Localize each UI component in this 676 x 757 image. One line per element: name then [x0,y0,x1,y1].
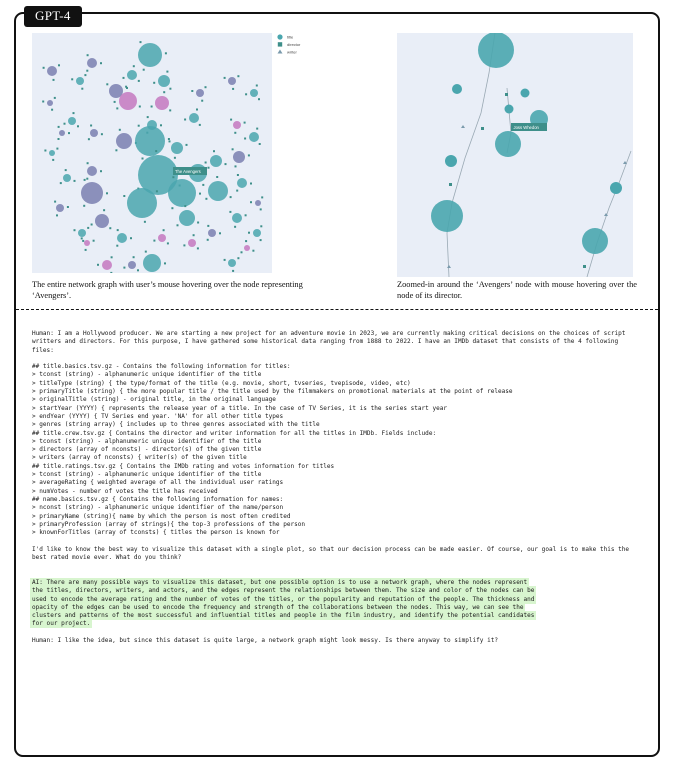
legend-title-marker [277,34,282,39]
legend-director-label: director [287,42,301,47]
dataset-line: > numVotes - number of votes the title has received [32,487,218,495]
director-node [186,144,188,146]
director-node [205,198,207,200]
title-node [582,228,608,254]
director-node [258,98,260,100]
writer-node [196,89,204,97]
director-node [583,265,586,268]
title-node [127,188,157,218]
director-node [116,107,118,109]
title-node [138,43,162,67]
writer-node [87,166,97,176]
director-node [171,207,173,209]
director-node [90,125,92,127]
title-node-highlighted [84,240,90,246]
director-node [163,229,165,231]
title-node [143,254,161,272]
director-node [114,101,116,103]
writer-node [116,133,132,149]
human-intro: Human: I am a Hollywood producer. We are starting a new project for an adventure movie in 2023, we are currently making critical decisions on the choices of script writters and directors. For this purpose, I have gathered some historical data ranging from 1888 to 2022. I have an IMDb dataset that consists of the 4 following files: [32,330,630,354]
title-node [68,117,76,125]
director-node [87,162,89,164]
title-node [237,178,247,188]
director-node [73,112,75,114]
writer-node [47,100,53,106]
hover-tooltip-label: The Avengers [175,168,201,174]
graph-legend [276,33,316,57]
writer-node [56,204,64,212]
director-node [67,206,69,208]
director-node [52,159,54,161]
director-node [205,86,207,88]
director-node [51,109,53,111]
director-node [224,77,226,79]
director-node [256,128,258,130]
director-node [199,193,201,195]
writer-node [59,130,65,136]
director-node [106,192,108,194]
model-tag: GPT-4 [24,6,82,27]
figure-right-caption: Zoomed-in around the ‘Avengers’ node with mouse hovering over the node of its director. [397,280,637,300]
director-node [205,162,207,164]
director-node [144,221,146,223]
director-node [138,80,140,82]
director-node [191,90,193,92]
director-node [123,267,125,269]
director-node [505,93,508,96]
title-node [521,89,530,98]
dataset-description [32,363,642,537]
director-node [199,124,201,126]
director-node [143,69,145,71]
conversation [32,330,642,645]
director-node [245,93,247,95]
director-node [97,264,99,266]
dataset-line: ## title.ratings.tsv.gz { Contains the IMDb rating and votes information for titles [32,462,335,470]
director-node [85,249,87,251]
director-node [165,52,167,54]
dataset-line: > originalTitle (string) - original title, in the original language [32,396,276,404]
director-node [140,41,142,43]
dataset-line: > tconst (string) - alphanumeric unique identifier of the title [32,371,262,379]
director-node [84,74,86,76]
director-node [103,209,105,211]
director-node [250,183,252,185]
dataset-line: > knownForTitles (array of tconsts) { titles the person is known for [32,529,280,537]
dataset-line: > startYear (YYYY) { represents the release year of a title. In the case of TV Series, it is the series start year [32,404,448,412]
title-node [478,33,514,68]
director-node [196,109,198,111]
director-node [234,132,236,134]
director-node [54,97,56,99]
director-node [56,148,58,150]
network-graph-svg [32,33,272,273]
legend-director-marker [278,42,282,46]
writer-node [461,125,465,128]
director-node [117,229,119,231]
director-node [174,157,176,159]
dataset-line: > endYear (YYYY) { TV Series end year. 'NA' for all other title types [32,412,284,420]
title-node-highlighted [233,121,241,129]
director-node [261,196,263,198]
title-node-highlighted [102,260,112,270]
dataset-line: ## name.basics.tsv.gz { Contains the following information for names: [32,495,284,503]
director-node [88,138,90,140]
director-node [133,65,135,67]
director-node [202,184,204,186]
director-node [58,138,60,140]
figure-left-caption: The entire network graph with user’s mouse hovering over the node representing ‘Avengers’. [32,280,303,300]
writer-node [90,129,98,137]
writer-node [208,229,216,237]
dataset-line: > directors (array of nconsts) - director(s) of the given title [32,446,262,454]
dataset-line: > primaryName (string){ name by which the person is most often credited [32,512,291,520]
director-node [260,225,262,227]
hover-tooltip-label: Joss Whedon [513,124,539,130]
director-node [111,256,113,258]
director-node [169,140,171,142]
director-node [81,237,83,239]
director-node [42,101,44,103]
director-node [91,224,93,226]
title-node [76,77,84,85]
director-node [208,167,210,169]
director-node [244,122,246,124]
director-node [213,150,215,152]
writer-node [255,200,261,206]
director-node [106,83,108,85]
director-node [147,116,149,118]
director-node [58,64,60,66]
director-node [235,165,237,167]
director-node [168,138,170,140]
director-node [183,244,185,246]
director-node [110,272,112,273]
director-node [145,251,147,253]
title-node [232,213,242,223]
title-node-highlighted [188,239,196,247]
human-followup: Human: I like the idea, but since this dataset is quite large, a network graph might look messy. Is there anyway to simplify it? [32,636,498,644]
director-node [126,87,128,89]
director-node [100,170,102,172]
director-node [77,125,79,127]
director-node [245,214,247,216]
title-node [249,132,259,142]
director-node [87,227,89,229]
director-node [197,247,199,249]
graph-nodes [42,41,263,273]
director-node [86,70,88,72]
title-node [610,182,622,194]
title-node [505,105,514,114]
director-node [74,180,76,182]
title-node [78,229,86,237]
director-node [71,78,73,80]
director-node [142,158,144,160]
director-node [232,270,234,272]
director-node [260,208,262,210]
director-node [100,62,102,64]
writer-node [233,151,245,163]
director-node [197,222,199,224]
zoomed-graph-svg [397,33,633,277]
writer-node [81,182,103,204]
director-node [169,109,171,111]
network-graph-zoomed [397,33,633,277]
director-node [163,91,165,93]
writer-node [47,66,57,76]
director-node [53,79,55,81]
title-node [208,181,228,201]
dataset-line: ## title.crew.tsv.gz { Contains the director and writer information for all the titles in IMDb. Fields include: [32,429,437,437]
director-node [201,100,203,102]
director-node [237,257,239,259]
director-node [160,124,162,126]
director-node [44,150,46,152]
director-node [60,182,62,184]
dataset-line: > tconst (string) - alphanumeric unique identifier of the title [32,437,262,445]
ai-response-line: AI: There are many possible ways to visualize this dataset, but one possible option is to use a network graph, where the nodes represent [32,578,528,586]
title-node [117,233,127,243]
title-node [431,200,463,232]
director-node [449,183,452,186]
director-node [81,88,83,90]
director-node [207,225,209,227]
legend-title-label: title [287,34,294,40]
director-node [155,150,157,152]
director-node [82,240,84,242]
director-node [68,132,70,134]
legend-writer-marker [278,50,283,54]
director-node [123,195,125,197]
title-node [63,174,71,182]
director-node [56,214,58,216]
director-node [153,240,155,242]
director-node [137,269,139,271]
director-node [244,138,246,140]
director-node [259,143,261,145]
title-node [179,210,195,226]
writer-node [447,265,451,268]
director-node [248,232,250,234]
dataset-line: > averageRating { weighted average of all the individual user ratings [32,479,284,487]
director-node [84,179,86,181]
director-node [184,205,186,207]
director-node [248,154,250,156]
director-node [229,211,231,213]
title-node [210,155,222,167]
network-graph-full [32,33,272,273]
title-node [228,259,236,267]
writer-node [228,77,236,85]
director-node [219,232,221,234]
title-node [171,142,183,154]
director-node [93,240,95,242]
title-node-highlighted [119,92,137,110]
director-node [65,169,67,171]
director-node [172,176,174,178]
director-node [236,190,238,192]
ai-response-line: used to encode the average rating and the number of votes of the titles, or the popularity and reputation of the people. The thickness and [32,595,535,603]
dataset-line: > writers (array of nconsts) { writer(s) of the given title [32,454,247,462]
title-node [168,179,196,207]
ai-response [32,579,642,629]
director-node [207,239,209,241]
director-node [225,163,227,165]
director-node [237,174,239,176]
writer-node [95,214,109,228]
dataset-line: > primaryProfession (array of strings){ the top-3 professions of the person [32,520,306,528]
title-node-highlighted [158,234,166,242]
director-node [230,119,232,121]
director-node [241,251,243,253]
director-node [109,227,111,229]
director-node [252,250,254,252]
dataset-line: > titleType (string) { the type/format of the title (e.g. movie, short, tvseries, tvepisode, video, etc) [32,379,411,387]
director-node [232,148,234,150]
title-node [127,70,137,80]
director-node [177,224,179,226]
director-node [256,85,258,87]
title-node [135,126,165,156]
director-node [43,67,45,69]
director-node [167,242,169,244]
director-node [151,106,153,108]
dataset-line: ## title.basics.tsv.gz - Contains the following information for titles: [32,363,291,371]
director-node [230,196,232,198]
title-node [253,229,261,237]
director-node [58,126,60,128]
director-node [64,123,66,125]
ai-response-line: clusters and patterns of the most successful and influential titles and people in the film industry, and identify the potential candidates [32,612,535,620]
director-node [250,201,252,203]
title-node [158,75,170,87]
director-node [166,71,168,73]
director-node [133,256,135,258]
director-node [83,205,85,207]
director-node [234,226,236,228]
director-node [54,201,56,203]
director-node [139,106,141,108]
director-node [216,176,218,178]
director-node [156,190,158,192]
ai-response-line: for our project. [32,620,91,628]
dataset-line: > genres (string array) { includes up to three genres associated with the title [32,421,320,429]
director-node [260,239,262,241]
title-node [189,113,199,123]
director-node [169,88,171,90]
title-node-highlighted [244,245,250,251]
director-node [232,88,234,90]
director-node [115,149,117,151]
writer-node [128,261,136,269]
director-node [164,262,166,264]
zoomed-nodes [431,33,627,277]
dataset-line: > primaryTitle (string) { the more popular title / the title used by the filmmakers on promotional materials at the point of release [32,388,513,396]
director-node [123,77,125,79]
title-node [445,155,457,167]
director-node [130,237,132,239]
director-node [224,259,226,261]
dataset-line: > nconst (string) - alphanumeric unique identifier of the name/person [32,504,284,512]
ai-response-line: opacity of the edges can be used to encode the frequency and strength of the collaborations between the nodes. This way, we can see the [32,603,524,611]
director-node [193,234,195,236]
director-node [74,229,76,231]
avengers-node [495,131,521,157]
human-question: I'd like to know the best way to visualize this dataset with a single plot, so that our decision process can be made easier. Of course, our goal is to make this the best rated movie ever. What do you think? [32,545,633,562]
ai-response-line: the titles, directors, writers, and actors, and the edges represent the relationships between them. The size and color of the nodes can be [32,587,535,595]
title-node-highlighted [155,96,169,110]
director-node [237,75,239,77]
director-node [245,240,247,242]
dataset-line: > tconst (string) - alphanumeric unique identifier of the title [32,471,262,479]
title-node [250,89,258,97]
director-node [119,129,121,131]
director-node [138,125,140,127]
director-node [116,245,118,247]
legend-writer-label: writer [287,49,297,55]
director-node [87,54,89,56]
director-node [153,82,155,84]
title-node [452,84,462,94]
director-node [101,133,103,135]
section-divider [16,309,658,310]
writer-node [87,58,97,68]
director-node [184,119,186,121]
director-node [481,127,484,130]
title-node [49,150,55,156]
director-node [86,178,88,180]
